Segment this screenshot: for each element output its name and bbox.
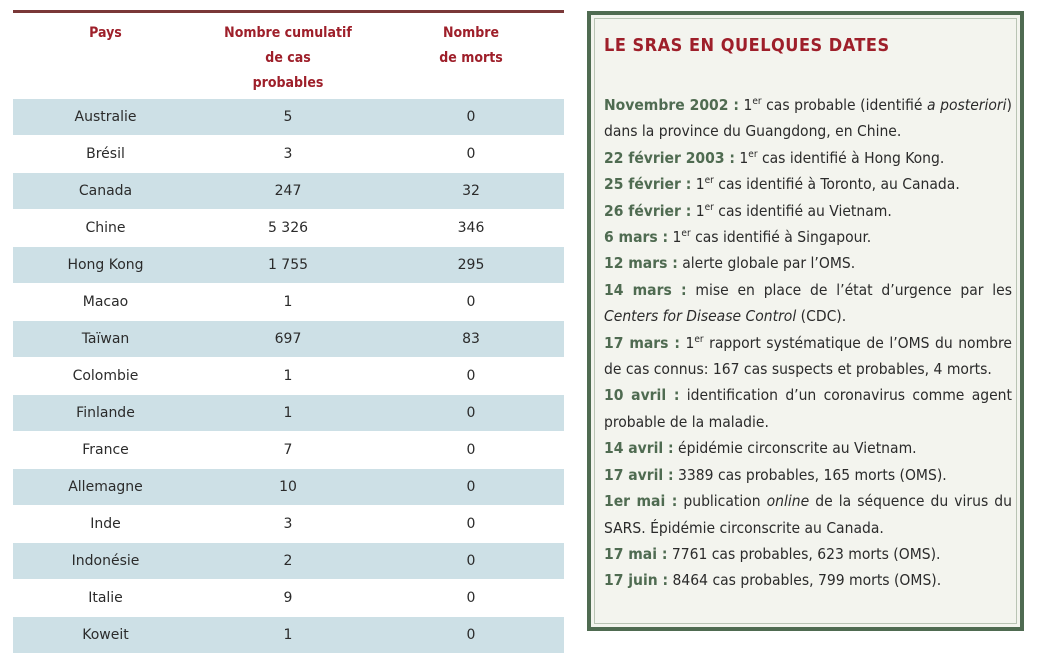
cell-deaths: 0 (466, 553, 476, 569)
table-row (13, 99, 564, 136)
timeline-entry (604, 145, 1012, 171)
timeline-entry (604, 171, 1012, 197)
entry-text: rapport systématique de l’OMS du nombre de cas connus: 167 cas suspects et probables, 4 morts. (604, 333, 1012, 379)
cell-country: Allemagne (68, 479, 143, 495)
entry-text: 8464 cas probables, 799 morts (OMS). (668, 571, 942, 590)
entry-text: 1 (734, 148, 749, 167)
cell-cases: 7 (283, 442, 293, 458)
table-row (13, 580, 564, 617)
entry-date: 17 avril : (604, 465, 674, 484)
cell-country: Brésil (86, 146, 125, 162)
cell-country: Taïwan (81, 331, 130, 347)
timeline-entry (604, 250, 1012, 276)
cell-country: Finlande (76, 405, 135, 421)
cell-deaths: 0 (466, 109, 476, 125)
cell-cases: 1 (283, 405, 293, 421)
entry-date: 10 avril : (604, 386, 680, 405)
cell-cases: 1 (283, 294, 293, 310)
cell-deaths: 346 (457, 220, 485, 236)
sars-timeline-box (587, 11, 1024, 631)
timeline-entry (604, 567, 1012, 593)
timeline-entry (604, 541, 1012, 567)
entry-date: 25 février : (604, 175, 692, 194)
entry-date: 22 février 2003 : (604, 148, 735, 167)
entry-date: 17 mars : (604, 333, 680, 352)
cell-deaths: 0 (466, 442, 476, 458)
timeline-entry (604, 462, 1012, 488)
table-row (13, 247, 564, 284)
timeline-entries (604, 92, 1012, 594)
timeline-entry (604, 198, 1012, 224)
entry-text: (CDC). (796, 307, 847, 326)
entry-text: 3389 cas probables, 165 morts (OMS). (673, 465, 947, 484)
cell-deaths: 0 (466, 294, 476, 310)
cell-country: Canada (78, 183, 133, 199)
cell-cases: 697 (274, 331, 302, 347)
cell-deaths: 0 (466, 516, 476, 532)
table-row (13, 284, 564, 321)
entry-date: 17 mai : (604, 544, 668, 563)
ordinal-superscript: er (704, 175, 714, 187)
table-row (13, 321, 564, 358)
entry-date: 14 mars : (604, 280, 687, 299)
entry-text: publication (677, 492, 767, 511)
cell-country: Indonésie (71, 553, 140, 569)
entry-text: cas identifié à Toronto, au Canada. (713, 175, 960, 194)
entry-text: a posteriori (927, 96, 1007, 114)
timeline-entry (604, 92, 1012, 145)
cell-cases: 9 (283, 590, 293, 606)
entry-date: 14 avril : (604, 439, 674, 458)
cell-country: France (82, 442, 129, 458)
entry-text: identification d’un coronavirus comme agent probable de la maladie. (604, 386, 1012, 431)
cell-country: Hong Kong (67, 257, 144, 273)
timeline-entry (604, 277, 1012, 330)
cell-country: Inde (90, 516, 121, 532)
ordinal-superscript: er (752, 96, 762, 107)
cell-deaths: 83 (462, 331, 480, 347)
header-country: Pays (89, 25, 122, 41)
cell-deaths: 0 (466, 627, 476, 643)
table-row (13, 173, 564, 210)
entry-text: épidémie circonscrite au Vietnam. (673, 439, 917, 458)
table-row (13, 358, 564, 395)
ordinal-superscript: er (681, 228, 691, 240)
timeline-entry (604, 488, 1012, 541)
cell-cases: 5 326 (267, 220, 309, 236)
cell-cases: 1 755 (267, 257, 309, 273)
cell-country: Macao (82, 294, 129, 310)
entry-text: cas identifié à Singapour. (690, 228, 872, 247)
header-deaths: Nombre de morts (439, 25, 503, 66)
entry-text: de la séquence du virus du SARS. Épidémie circonscrite au Canada. (604, 492, 1012, 537)
cell-cases: 1 (283, 368, 293, 384)
cell-deaths: 0 (466, 368, 476, 384)
table-row (13, 506, 564, 543)
cell-cases: 247 (274, 183, 302, 199)
entry-text: alerte globale par l’OMS. (677, 254, 856, 273)
entry-text: cas probable (identifié (761, 96, 928, 114)
ordinal-superscript: er (704, 201, 714, 213)
cell-deaths: 0 (466, 479, 476, 495)
entry-text: mise en place de l’état d’urgence par les (686, 280, 1012, 299)
cell-cases: 3 (283, 516, 293, 532)
entry-text: cas identifié au Vietnam. (713, 201, 892, 220)
cell-cases: 10 (279, 479, 297, 495)
entry-date: 17 juin : (604, 571, 669, 590)
cell-country: Chine (85, 220, 126, 236)
entry-text: 1 (668, 228, 682, 247)
cell-deaths: 295 (457, 257, 485, 273)
timeline-entry (604, 224, 1012, 250)
entry-text: 1 (691, 201, 705, 220)
header-cumulative-cases: Nombre cumulatif de cas probables (224, 25, 352, 91)
entry-text: cas identifié à Hong Kong. (757, 148, 945, 167)
entry-text: ) dans la province du Guangdong, en Chine. (604, 96, 1012, 141)
cell-country: Italie (88, 590, 123, 606)
entry-date: Novembre 2002 : (604, 96, 739, 114)
cell-deaths: 32 (462, 183, 480, 199)
cell-cases: 5 (283, 109, 293, 125)
table-row (13, 210, 564, 247)
entry-text: Centers for Disease Control (604, 307, 797, 326)
sars-cases-table (13, 10, 564, 662)
cell-cases: 2 (283, 553, 293, 569)
entry-date: 12 mars : (604, 254, 678, 273)
timeline-entry (604, 330, 1012, 383)
ordinal-superscript: er (748, 148, 758, 160)
box-title: LE SRAS EN QUELQUES DATES (604, 35, 890, 56)
entry-text: 1 (679, 333, 695, 352)
cell-deaths: 0 (466, 146, 476, 162)
entry-text: 1 (738, 96, 753, 114)
entry-text: online (766, 492, 810, 511)
entry-date: 26 février : (604, 201, 692, 220)
table-row (13, 543, 564, 580)
cell-deaths: 0 (466, 590, 476, 606)
entry-text: 1 (691, 175, 705, 194)
table-row (13, 432, 564, 469)
timeline-entry (604, 382, 1012, 435)
cell-cases: 3 (283, 146, 293, 162)
table-header (13, 13, 564, 99)
cell-cases: 1 (283, 627, 293, 643)
timeline-entry (604, 435, 1012, 461)
table-row (13, 395, 564, 432)
cell-deaths: 0 (466, 405, 476, 421)
table-row (13, 136, 564, 173)
ordinal-superscript: er (694, 333, 704, 345)
cell-country: Colombie (72, 368, 139, 384)
table-body (13, 99, 564, 654)
entry-text: 7761 cas probables, 623 morts (OMS). (667, 544, 941, 563)
entry-date: 6 mars : (604, 228, 669, 247)
table-row (13, 469, 564, 506)
cell-country: Koweit (82, 627, 129, 643)
table-row (13, 617, 564, 654)
cell-country: Australie (74, 109, 137, 125)
entry-date: 1er mai : (604, 492, 678, 511)
